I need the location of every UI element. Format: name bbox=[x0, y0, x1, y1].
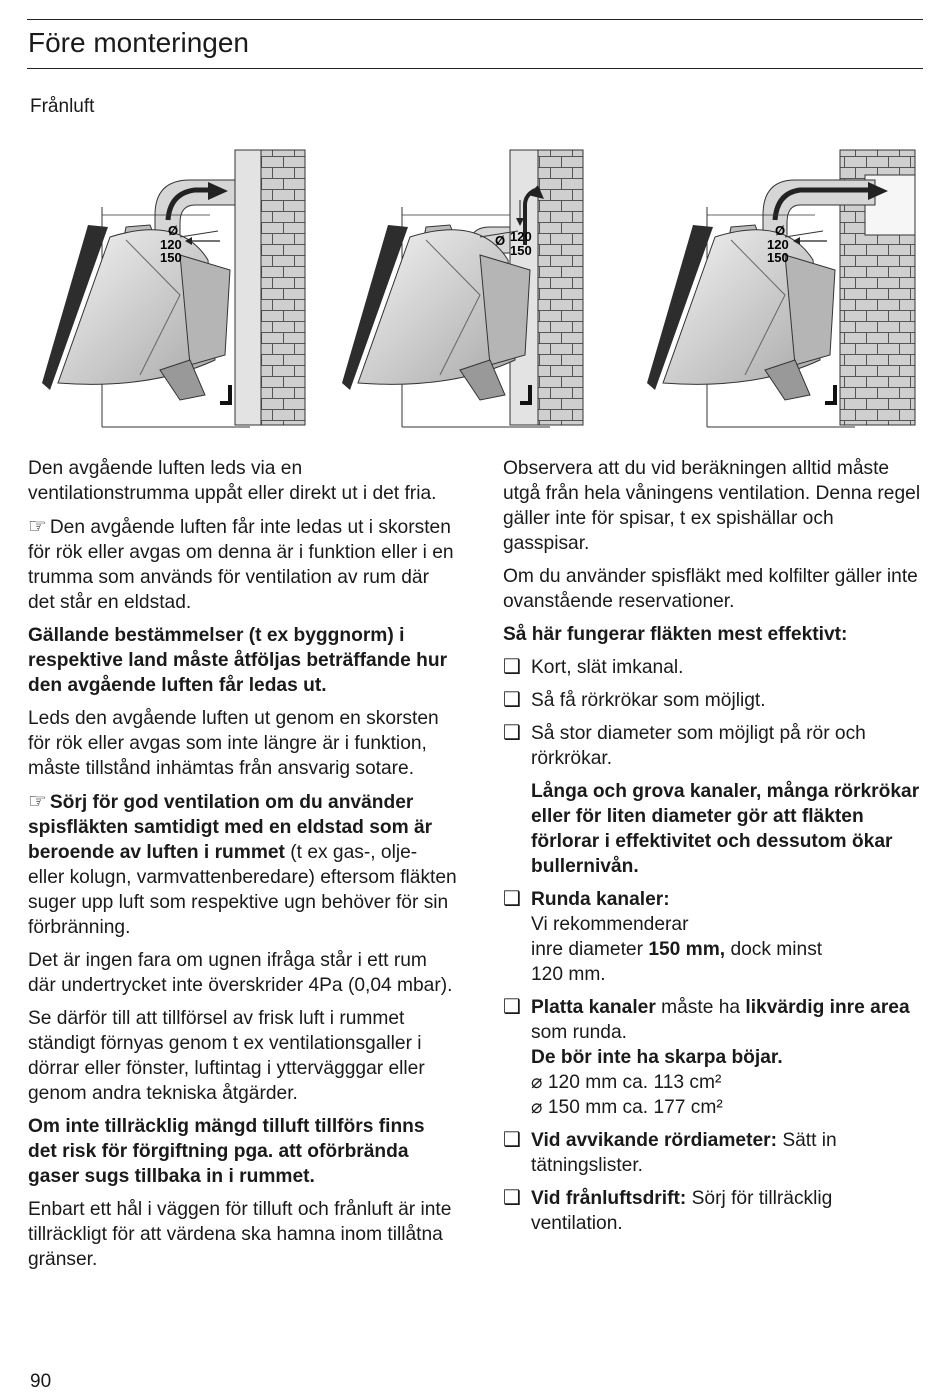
diameter-150-label: 150 bbox=[510, 243, 532, 258]
checkbox-icon: ❑ bbox=[503, 722, 521, 744]
diameter-symbol: Ø bbox=[495, 233, 506, 248]
pointing-hand-icon: ☞ bbox=[28, 515, 47, 538]
diameter-symbol: Ø bbox=[168, 223, 179, 238]
effect-note: Långa och grova kanaler, många rörkrökar eller för liten diameter gör att fläkten förlorar i effektivitet och dessutom ökar bullernivån. bbox=[531, 781, 920, 877]
warning-paragraph: Om inte tillräcklig mängd tilluft tillförs finns det risk för förgiftning pga. att oförbrända gaser sugs tillbaka in i rummet. bbox=[28, 1116, 425, 1187]
figure-panel-3 bbox=[647, 150, 915, 427]
title-rule bbox=[27, 68, 923, 69]
checkbox-icon: ❑ bbox=[503, 689, 521, 711]
figure-panel-2 bbox=[342, 150, 583, 427]
page-title: Före monteringen bbox=[28, 27, 250, 58]
figure-panel-1 bbox=[42, 150, 305, 427]
list-item: ❑ Så stor diameter som möjligt på rör och rörkrökar. bbox=[503, 722, 866, 769]
diameter-150-label: 150 bbox=[160, 250, 182, 265]
note-paragraph: ☞ Den avgående luften får inte ledas ut i skorsten för rök eller avgas om denna är i funktion eller i en trumma som används för ventilation av rum där det står en eldstad. bbox=[28, 515, 454, 613]
list-item: ❑ Kort, slät imkanal. bbox=[503, 656, 684, 678]
paragraph: Om du använder spisfläkt med kolfilter gäller inte ovanstående reservationer. bbox=[503, 566, 918, 612]
diameter-120-label: 120 bbox=[160, 237, 182, 252]
paragraph: Se därför till att tillförsel av frisk luft i rummet ständigt förnyas genom t ex ventilationsgaller i dörrar eller fönster, luftintag i yttervägggar eller genom andra tekniska åtgärder. bbox=[28, 1008, 425, 1104]
left-column bbox=[28, 456, 458, 1280]
paragraph: Observera att du vid beräkningen alltid måste utgå från hela våningens ventilation. Denna regel gäller inte för spisar, t ex spishällar och gasspisar. bbox=[503, 458, 921, 554]
checkbox-icon: ❑ bbox=[503, 1187, 521, 1209]
list-item: ❑ Runda kanaler: Vi rekommenderar inre diameter 150 mm, dock minst 120 mm. bbox=[503, 888, 823, 985]
ventilation-note: ☞ Sörj för god ventilation om du använder spisfläkten samtidigt med en eldstad som är beroende av luften i rummet (t ex gas-, olje- eller kolugn, varmvattenberedare) eftersom fläkten suger upp luft som respektive ugn behöver för sin förbränning. bbox=[28, 790, 457, 938]
paragraph: Den avgående luften leds via en ventilationstrumma uppåt eller direkt ut i det fria. bbox=[28, 458, 437, 504]
paragraph: Enbart ett hål i väggen för tilluft och frånluft är inte tillräckligt för att värdena ska hamna inom tillåtna gränser. bbox=[28, 1199, 452, 1270]
checkbox-icon: ❑ bbox=[503, 1129, 521, 1151]
list-item: ❑ Vid frånluftsdrift: Sörj för tillräcklig ventilation. bbox=[503, 1187, 833, 1234]
list-item: ❑ Vid avvikande rördiameter: Sätt in tätningslister. bbox=[503, 1129, 837, 1176]
checkbox-icon: ❑ bbox=[503, 888, 521, 910]
pointing-hand-icon: ☞ bbox=[28, 790, 47, 813]
top-rule bbox=[27, 19, 923, 20]
list-item: ❑ Platta kanaler måste ha likvärdig inre area som runda. De bör inte ha skarpa böjar. ⌀ 120 mm ca. 113 cm² ⌀ 150 mm ca. 177 cm² bbox=[503, 996, 910, 1118]
page-number: 90 bbox=[30, 1371, 52, 1392]
section-subtitle: Frånluft bbox=[30, 96, 95, 117]
section-heading: Så här fungerar fläkten mest effektivt: bbox=[503, 624, 848, 645]
right-column bbox=[503, 456, 923, 1244]
paragraph: Leds den avgående luften ut genom en skorsten för rök eller avgas som inte längre är i funktion, måste tillstånd inhämtas från ansvarig sotare. bbox=[28, 708, 439, 779]
paragraph: Det är ingen fara om ugnen ifråga står i ett rum där undertrycket inte överskrider 4Pa (0,04 mbar). bbox=[28, 950, 453, 996]
diameter-120-label: 120 bbox=[510, 229, 532, 244]
exhaust-installation-illustration bbox=[30, 145, 920, 430]
diameter-120-label: 120 bbox=[767, 237, 789, 252]
checkbox-icon: ❑ bbox=[503, 656, 521, 678]
checkbox-icon: ❑ bbox=[503, 996, 521, 1018]
diameter-symbol: Ø bbox=[775, 223, 786, 238]
list-item: ❑ Så få rörkrökar som möjligt. bbox=[503, 689, 766, 711]
regulation-paragraph: Gällande bestämmelser (t ex byggnorm) i respektive land måste åtföljas beträffande hur den avgående luften får ledas ut. bbox=[28, 625, 448, 696]
diameter-150-label: 150 bbox=[767, 250, 789, 265]
